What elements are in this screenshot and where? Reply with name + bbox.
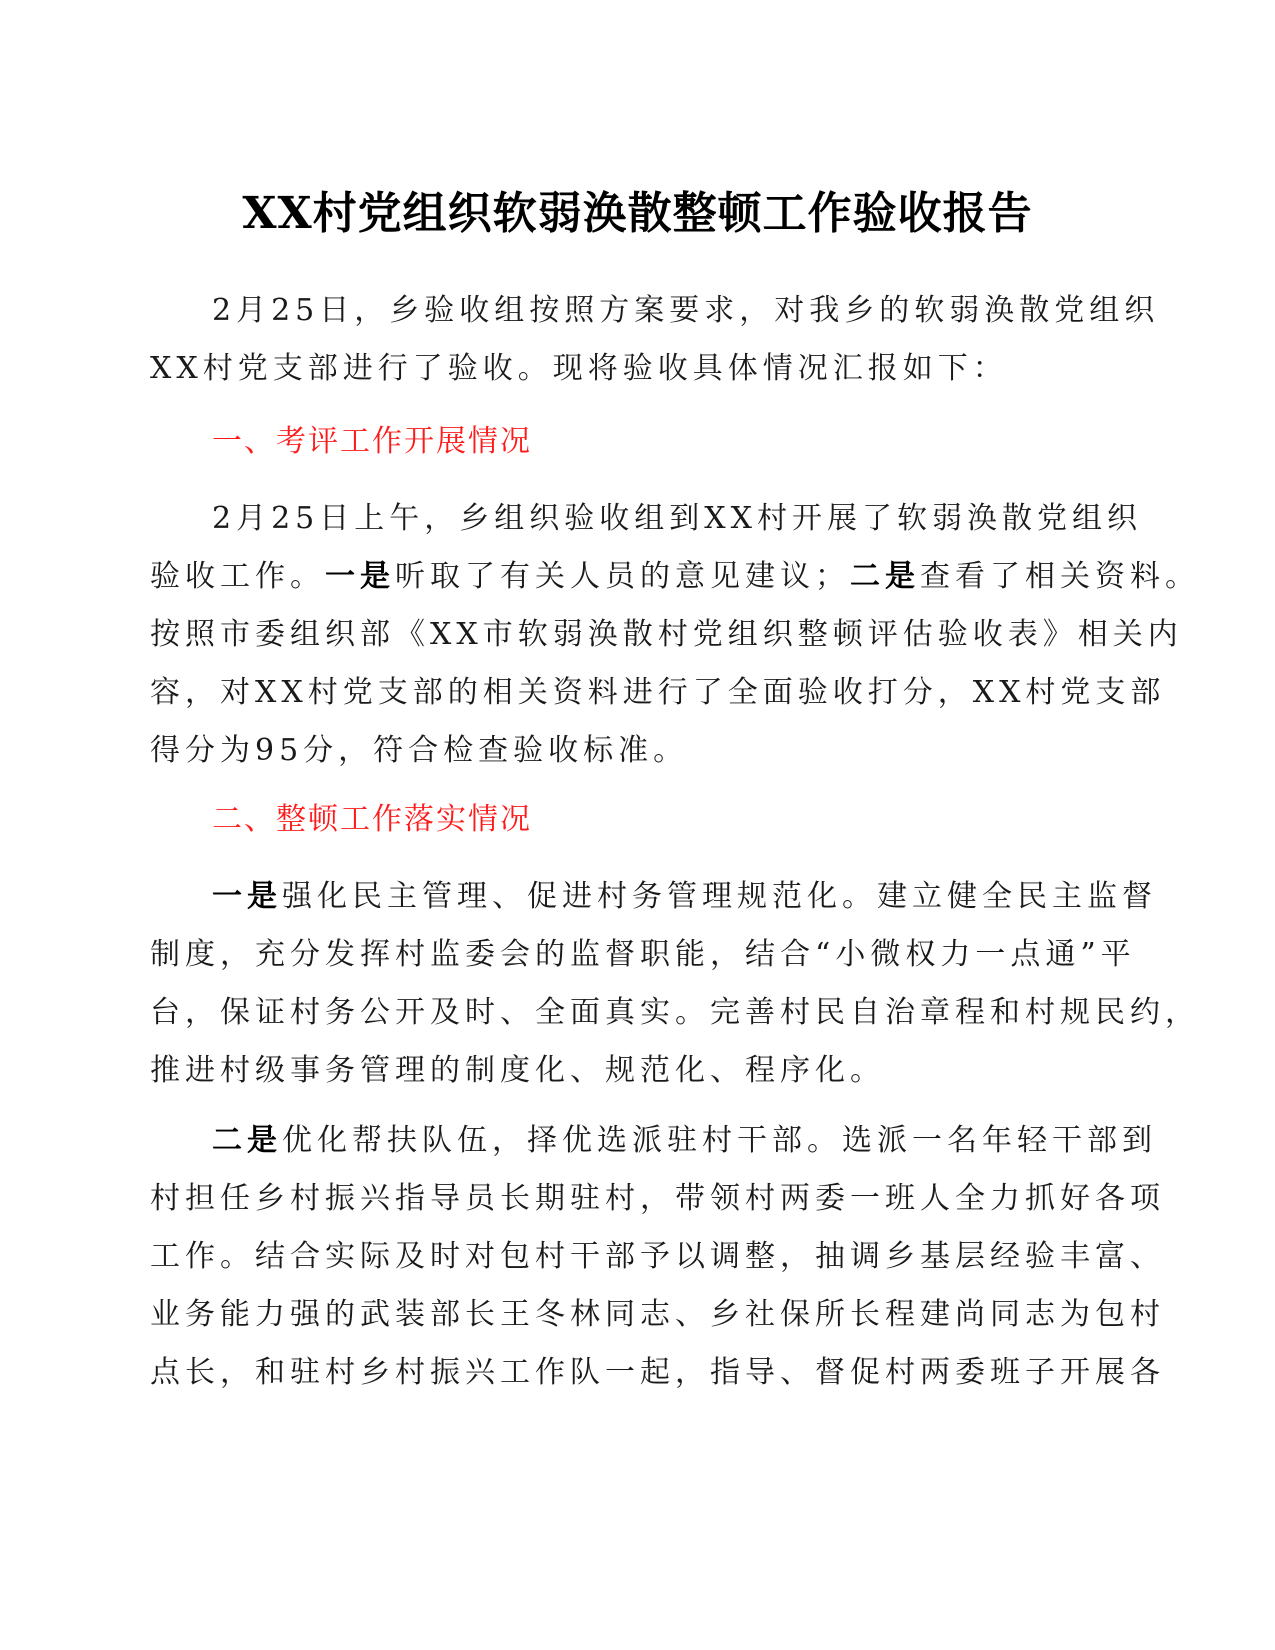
intro-line-1: 2月25日，乡验收组按照方案要求，对我乡的软弱涣散党组织 (212, 293, 1160, 328)
lead-marker-first: 一是 (325, 559, 395, 594)
intro-paragraph (150, 282, 1160, 398)
lead-marker-first: 一是 (212, 879, 282, 914)
section-2-p2-line-1: 二是优化帮扶队伍，择优选派驻村干部。选派一名年轻干部到 (212, 1123, 1157, 1158)
document-title: XX村党组织软弱涣散整顿工作验收报告 (242, 188, 1033, 239)
lead-marker-second: 二是 (212, 1123, 282, 1158)
section-2-p1-line-1: 一是强化民主管理、促进村务管理规范化。建立健全民主监督 (212, 879, 1157, 914)
section-2-p2-line-4: 业务能力强的武装部长王冬林同志、乡社保所长程建尚同志为包村 (150, 1297, 1165, 1332)
section-2-p2-line-3: 工作。结合实际及时对包村干部予以调整，抽调乡基层经验丰富、 (150, 1239, 1165, 1274)
section-1-heading: 一、考评工作开展情况 (212, 424, 532, 459)
section-2-paragraph-1 (150, 868, 1200, 1100)
section-2-p1-line-2: 制度，充分发挥村监委会的监督职能，结合“小微权力一点通”平 (150, 937, 1136, 972)
section-2-p1-line-4: 推进村级事务管理的制度化、规范化、程序化。 (150, 1053, 885, 1088)
section-1-line-5: 得分为95分，符合检查验收标准。 (150, 733, 689, 768)
section-1-line-2: 验收工作。一是听取了有关人员的意见建议；二是查看了相关资料。 (150, 559, 1200, 594)
section-2-paragraph-2 (150, 1112, 1165, 1402)
section-2-p2-line-2: 村担任乡村振兴指导员长期驻村，带领村两委一班人全力抓好各项 (150, 1181, 1165, 1216)
lead-marker-second: 二是 (850, 559, 920, 594)
section-2-p2-line-5: 点长，和驻村乡村振兴工作队一起，指导、督促村两委班子开展各 (150, 1355, 1165, 1390)
section-1-line-4: 容，对XX村党支部的相关资料进行了全面验收打分，XX村党支部 (150, 675, 1166, 710)
intro-line-2: XX村党支部进行了验收。现将验收具体情况汇报如下： (150, 351, 1008, 386)
section-2-p1-line-3: 台，保证村务公开及时、全面真实。完善村民自治章程和村规民约， (150, 995, 1200, 1030)
section-1-line-1: 2月25日上午，乡组织验收组到XX村开展了软弱涣散党组织 (212, 501, 1142, 536)
section-1-paragraph (150, 490, 1200, 780)
section-2-heading: 二、整顿工作落实情况 (212, 802, 532, 837)
section-1-line-3: 按照市委组织部《XX市软弱涣散村党组织整顿评估验收表》相关内 (150, 617, 1183, 652)
